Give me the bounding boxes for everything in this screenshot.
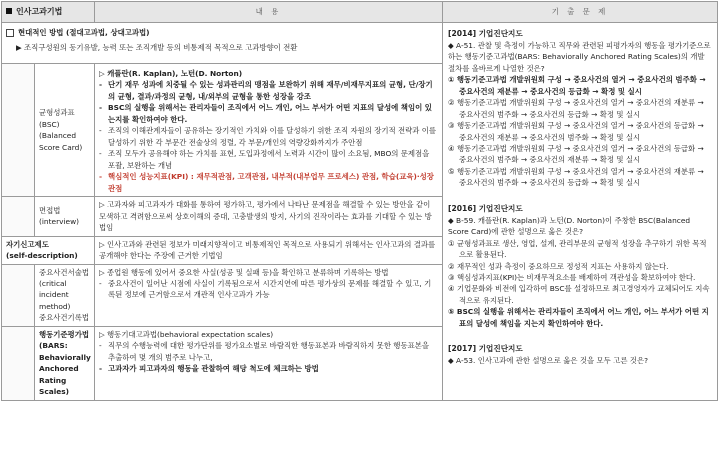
section-cell: [2, 23, 443, 64]
exam-question-2014: [448, 40, 712, 74]
selfdesc-text: 인사고과와 관련된 정보가 미래지향적이고 비통제적인 목적으로 사용되기 위해서는 인사고과의 결과를 공개해야 한다는 주장에 근거한 기법임: [99, 239, 436, 261]
selfdesc-content: [95, 236, 443, 264]
section-desc: 조직구성원의 동기유발, 능력 또는 조직개발 등의 비통제적 목적으로 고과방향이 전환: [24, 43, 298, 53]
bsc-point-5: - 핵심적인 성능지표(KPI) : 재무적관점, 고객관점, 내부적(내부업무 프로세스) 관점, 학습(교육)·성장 관점: [99, 171, 438, 194]
exam-2014-option-4: ④ 행동기준고과법 개발위원회 구성 → 중요사건의 열거 → 중요사건의 등급화 → 중요사건의 범주화 → 중요사건의 재분류 → 확정 및 실시: [448, 143, 704, 165]
exam-year-2014: [2014] 기업진단지도: [448, 29, 523, 38]
exam-2014-option-3: ③ 행동기준고과법 개발위원회 구성 → 중요사건의 열거 → 중요사건의 등급화 → 중요사건의 재분류 → 중요사건의 범주화 → 확정 및 실시: [448, 121, 704, 142]
interview-text: 고과자와 피고과자가 대화를 통하여 평가하고, 평가에서 나타난 문제점을 해결할 수 있는 방안을 같이 모색하고 격려함으로써 상호이해의 증대, 고충발생의 방지, 사기의 진작이라는 효과를 기대할 수 있는 방법임: [99, 200, 432, 233]
header-row: [2, 2, 718, 23]
bsc-point-2: - BSC의 실행을 위해서는 관리자들이 조직에서 어느 개인, 어느 부서가 어떤 지표의 달성에 책임이 있는지를 확인하여야 한다.: [99, 102, 438, 125]
bars-label: 행동기준평가법 (BARS: Behaviorally Anchored Rating Scales): [35, 326, 95, 400]
critical-text: 종업원 행동에 있어서 중요한 사실(성공 및 실패 등)을 확인하고 분류하며 기록하는 방법: [107, 267, 389, 277]
indent-cell: [2, 197, 35, 236]
critical-label: 중요사건서술법 (critical incident method) 중요사건기록법: [35, 264, 95, 326]
section-title-line: [6, 27, 438, 38]
bsc-authors-line: [99, 68, 438, 79]
section-row: [2, 23, 718, 64]
bars-content: [95, 326, 443, 400]
exam-2016-option-1: ① 균형성과표로 생산, 영업, 설계, 관리부문의 균형적 성장을 추구하기 위한 목적으로 활용된다.: [448, 238, 707, 260]
exam-year-2017: [2017] 기업진단지도: [448, 344, 523, 354]
exam-column: [443, 23, 718, 401]
checkbox-square-icon: [6, 29, 14, 37]
exam-2014-option-5: ⑤ 행동기준고과법 개발위원회 구성 → 중요사건의 열거 → 중요사건의 재분류 → 중요사건의 범주화 → 중요사건의 등급화 → 확정 및 실시: [448, 166, 704, 188]
diamond-bullet-icon: ◆: [448, 40, 457, 50]
critical-main-line: [99, 267, 438, 278]
bsc-point-4: - 조직 모두가 공유해야 하는 가치를 표현, 도입과정에서 노력과 시간이 많이 소요됨, MBO의 문제점을 포괄, 보완하는 개념: [99, 148, 438, 171]
diamond-bullet-icon: ◆: [448, 356, 457, 366]
header-title: 인사고과기법: [16, 6, 63, 16]
interview-label: 면접법(interview): [35, 197, 95, 236]
indent-cell: [2, 264, 35, 326]
exam-question-2017-text: A-53. 인사고과에 관한 설명으로 옳은 것을 모두 고른 것은?: [456, 356, 649, 366]
exam-2016-option-3: ③ 핵심성과지표(KPI)는 비재무적요소를 배제하여 객관성을 확보하여야 한다.: [448, 272, 696, 282]
triangle-bullet-icon: ▷: [99, 267, 108, 277]
selfdesc-label: 자기신고제도 (self-description): [2, 236, 95, 264]
triangle-bullet-icon: ▷: [99, 239, 108, 249]
exam-question-2016: [448, 215, 712, 238]
header-content-label: 내 용: [95, 2, 443, 23]
bsc-points: [99, 79, 438, 194]
critical-points: [99, 278, 438, 301]
exam-question-2014-text: A-51. 관찰 및 측정이 가능하고 직무와 관련된 피평가자의 행동을 평가기준으로 하는 행동기준고과법(BARS: Behaviorally Anchored Rating Scales)의 개발 절차를 올바르게 나열한 것은?: [448, 40, 711, 73]
header-title-cell: [2, 2, 95, 23]
bsc-label: 균형성과표(BSC) (Balanced Score Card): [35, 64, 95, 197]
triangle-bullet-icon: ▷: [99, 200, 108, 210]
exam-question-2016-text: B-59. 캐플란(R. Kaplan)과 노턴(D. Norton)이 주창한 BSC(Balanced Score Card)에 관한 설명으로 옳은 것은?: [448, 215, 691, 237]
bars-points: [99, 340, 438, 374]
section-title: 현대적인 방법 (절대고과법, 상대고과법): [18, 28, 150, 37]
main-table: [1, 1, 718, 401]
exam-2016-option-5: ⑤ BSC의 실행을 위해서는 관리자들이 조직에서 어느 개인, 어느 부서가 어떤 지표의 달성에 책임을 지는지 확인하여야 한다.: [448, 307, 709, 328]
bsc-authors: 캐플란(R. Kaplan), 노턴(D. Norton): [107, 69, 243, 78]
exam-question-2017: [448, 355, 712, 366]
indent-cell: [2, 326, 35, 400]
exam-2016-option-2: ② 재무적인 성과 측정이 중요하므로 정성적 지표는 사용하지 않는다.: [448, 261, 669, 271]
exam-2014-option-2: ② 행동기준고과법 개발위원회 구성 → 중요사건의 열거 → 중요사건의 재분류 → 중요사건의 범주화 → 중요사건의 등급화 → 확정 및 실시: [448, 98, 704, 119]
critical-point-1: - 중요사건이 일어난 시점에 사실이 기록됨으로서 시간지연에 따른 평가상의 문제를 해결할 수 있고, 기록된 정보에 근거함으로서 개관적 인사고과가 가능: [99, 278, 438, 301]
bsc-point-1: - 단기 재무 성과에 치중될 수 있는 성과관리의 맹점을 보완하기 위해 재무/비재무지표의 균형, 단/장기의 균형, 결과/과정의 균형, 내/외부의 균형을 통한 성장을 강조: [99, 79, 438, 102]
bars-text: 행동기대고과법(behavioral expectation scales): [107, 329, 274, 339]
triangle-bullet-icon: ▷: [99, 329, 108, 339]
critical-content: [95, 264, 443, 326]
bars-main-line: [99, 329, 438, 340]
exam-2016-option-4: ④ 기업문화와 비전에 입각하여 BSC를 설정하므로 최고경영자가 교체되어도 지속적으로 유지된다.: [448, 284, 710, 305]
bars-point-2: - 고과자가 피고과자의 행동을 관찰하여 해당 척도에 체크하는 방법: [99, 363, 438, 374]
exam-year-2016: [2016] 기업진단지도: [448, 203, 523, 213]
exam-2014-option-1: ① 행동기준고과법 개발위원회 구성 → 중요사건의 열거 → 중요사건의 범주화 → 중요사건의 재분류 → 중요사건의 등급화 → 확정 및 실시: [448, 75, 706, 96]
square-bullet-icon: [6, 8, 12, 14]
bsc-point-3: - 조직의 이해관계자들이 공유하는 장기적인 가치와 이를 달성하기 위한 조직 자원의 장기적 전략과 이를 달성하기 위한 각 부문간 전술상의 정렬, 각 부문/개인의 역량강화까지가 주안점: [99, 125, 438, 148]
bars-point-1: - 직무의 수행능력에 대한 평가단위를 평가요소별로 바람직한 행동표본과 바람직하지 못한 행동표본을 추출하여 몇 개의 범주로 나누고,: [99, 340, 438, 363]
section-desc-line: [6, 42, 438, 53]
interview-content: [95, 197, 443, 236]
header-exam-label: 기 출 문 제: [443, 2, 718, 23]
diamond-bullet-icon: ◆: [448, 215, 457, 225]
triangle-bullet-icon: ▷: [99, 69, 108, 78]
triangle-bullet-icon: ▶: [16, 43, 25, 53]
indent-cell: [2, 64, 35, 197]
bsc-content: [95, 64, 443, 197]
